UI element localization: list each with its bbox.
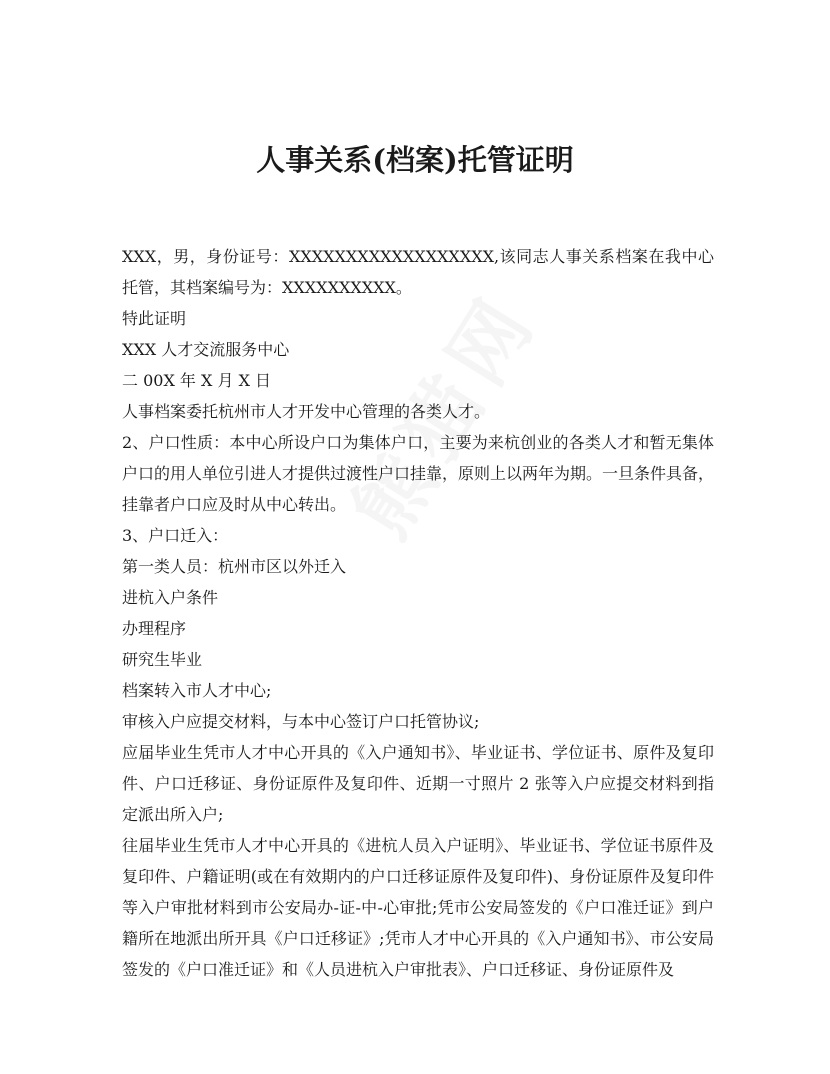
paragraph: XXX 人才交流服务中心 — [122, 340, 290, 359]
paragraph: 研究生毕业 — [122, 650, 203, 669]
paragraph: 2、户口性质：本中心所设户口为集体户口，主要为来杭创业的各类人才和暂无集体户口的用人单位引进人才提供过渡性户口挂靠，原则上以两年为期。一旦条件具备，挂靠者户口应及时从中心转出。 — [122, 433, 715, 514]
document-title: 人事关系(档案)托管证明 — [256, 143, 574, 177]
paragraph: 人事档案委托杭州市人才开发中心管理的各类人才。 — [122, 402, 491, 421]
document-body — [122, 241, 714, 985]
paragraph: 3、户口迁入： — [122, 526, 229, 545]
paragraph: 应届毕业生凭市人才中心开具的《入户通知书》、毕业证书、学位证书、原件及复印件、户口迁移证、身份证原件及复印件、近期一寸照片 2 张等入户应提交材料到指定派出所入户; — [122, 743, 714, 824]
paragraph: XXX，男，身份证号：XXXXXXXXXXXXXXXXXX,该同志人事关系档案在我中心托管，其档案编号为：XXXXXXXXXX。 — [122, 247, 714, 297]
paragraph: 档案转入市人才中心; — [122, 681, 272, 700]
paragraph: 第一类人员：杭州市区以外迁入 — [122, 557, 347, 576]
paragraph: 进杭入户条件 — [122, 588, 219, 607]
paragraph: 审核入户应提交材料，与本中心签订户口托管协议; — [122, 712, 480, 731]
paragraph: 办理程序 — [122, 619, 187, 638]
paragraph: 二 00X 年 X 月 X 日 — [122, 371, 272, 390]
paragraph: 特此证明 — [122, 309, 187, 328]
paragraph: 往届毕业生凭市人才中心开具的《进杭人员入户证明》、毕业证书、学位证书原件及复印件、户籍证明(或在有效期内的户口迁移证原件及复印件)、身份证原件及复印件等入户审批材料到市公安局办-证-中-心审批;凭市公安局签发的《户口准迁证》到户籍所在地派出所开具《户口迁移证》;凭市人才中心开具的《入户通知书》、市公安局签发的《户口准迁证》和《人员进杭入户审批表》、户口迁移证、身份证原件及 — [122, 836, 714, 979]
